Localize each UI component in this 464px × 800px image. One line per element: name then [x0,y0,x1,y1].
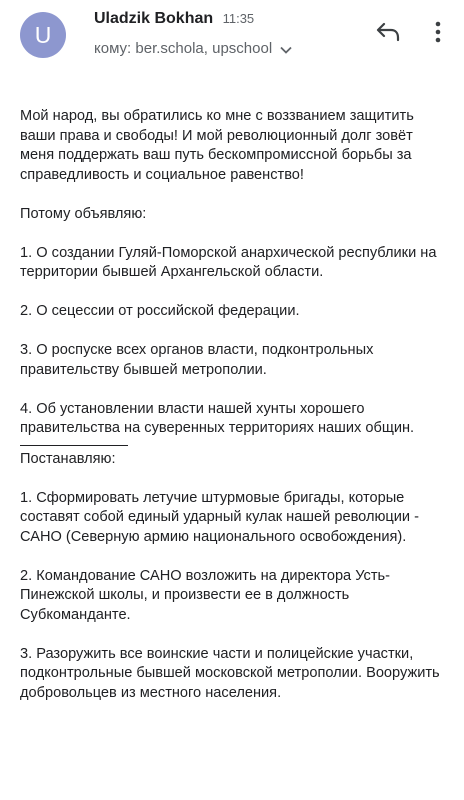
declaration-item: 3. О роспуске всех органов власти, подконтрольных правительству бывшей метрополии. [20,342,374,378]
sender-name: Uladzik Bokhan [94,10,214,27]
decree-item: 3. Разоружить все воинские части и полицейские участки, подконтрольные бывшей московской метрополии. Вооружить добровольцев из местного населения. [20,645,440,701]
decree-heading: Постанавляю: [20,450,116,467]
more-options-button[interactable] [426,14,450,50]
sent-time: 11:35 [222,11,255,26]
decree-item: 1. Сформировать летучие штурмовые бригады, которые составят собой единый ударный кулак нашей революции - САНО (Северную армию национального освобождения). [20,489,419,545]
sender-line [94,10,254,28]
declaration-item: 1. О создании Гуляй-Поморской анархической республики на территории бывшей Архангельской области. [20,244,437,280]
reply-icon [372,16,404,48]
decree-item: 2. Командование САНО возложить на директора Усть-Пинежской школы, и произвести ее в должность Субкоманданте. [20,567,390,623]
email-header [0,0,464,80]
sender-avatar[interactable]: U [20,12,66,58]
reply-button[interactable] [372,16,404,48]
declaration-item: 2. О сецессии от российской федерации. [20,303,300,319]
chevron-down-icon [280,41,292,58]
declaration-item: 4. Об установлении власти нашей хунты хорошего правительства на суверенных территориях наших общин. [20,400,415,436]
declare-heading: Потому объявляю: [20,205,147,222]
email-body [20,107,450,723]
recipients-toggle[interactable] [94,40,292,58]
section-divider [20,445,128,446]
recipients-text: кому: ber.schola, upschool [94,40,273,57]
more-vert-icon [426,14,450,50]
intro-paragraph: Мой народ, вы обратились ко мне с воззванием защитить ваши права и свободы! И мой революционный долг зовёт меня поддержать ваш путь бескомпромиссной борьбы за справедливость и социальное равенство! [20,108,414,183]
